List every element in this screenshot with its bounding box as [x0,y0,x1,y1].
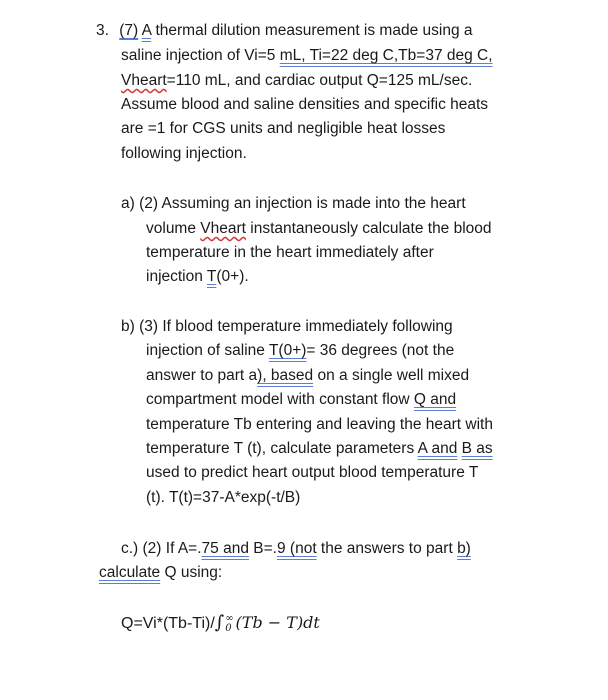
vheart-word-2: Vheart [200,220,246,237]
part-a-line-2: volume Vheart instantaneously calculate the blood [146,220,492,237]
part-b-line-8: (t). T(t)=37-A*exp(-t/B) [146,489,301,506]
integral-sign: ∫ [214,612,225,633]
part-a-line-3: temperature in the heart immediately after [146,244,434,261]
formula [121,612,320,635]
integrand: (Tb − T)dt [235,613,320,632]
intro-line-3: Vheart=110 mL, and cardiac output Q=125 mL/sec. [121,72,473,89]
part-b-line-2: injection of saline T(0+)= 36 degrees (not the [146,342,455,359]
intro-line-6: following injection. [121,145,247,162]
problem-header [96,20,473,42]
intro-word: A [141,22,152,39]
part-c-line-2: calculate Q using: [99,564,223,581]
intro-line-4: Assume blood and saline densities and specific heats [121,96,489,113]
part-b-line-7: used to predict heart output blood temperature T [146,464,479,481]
intro-line-5: are =1 for CGS units and negligible heat losses [121,120,446,137]
part-a-line-1: a) (2) Assuming an injection is made into the heart [121,195,466,212]
unit-ml: mL [279,47,302,64]
part-b-line-4: compartment model with constant flow Q and [146,391,457,408]
part-a-line-4: injection T(0+). [146,268,249,285]
part-c-line-1: c.) (2) If A=.75 and B=.9 (not the answers to part b) [121,540,471,557]
intro-line-2: saline injection of Vi=5 mL, Ti=22 deg C,Tb=37 deg C, [121,47,493,64]
integral-lower: 0 [225,622,232,634]
integral-upper: ∞ [225,612,234,624]
part-b-line-5: temperature Tb entering and leaving the heart with [146,416,493,433]
vheart-word: Vheart [121,72,167,89]
part-b-line-6: temperature T (t), calculate parameters A and B as [146,440,493,457]
intro-line-1: thermal dilution measurement is made using a [151,22,473,39]
part-b-line-3: answer to part a), based on a single well mixed [146,367,470,384]
formula-lhs: Q=Vi*(Tb-Ti)/ [121,615,215,632]
points: (7) [119,22,139,39]
problem-number: 3. [96,22,109,39]
part-b-line-1: b) (3) If blood temperature immediately following [121,318,453,335]
